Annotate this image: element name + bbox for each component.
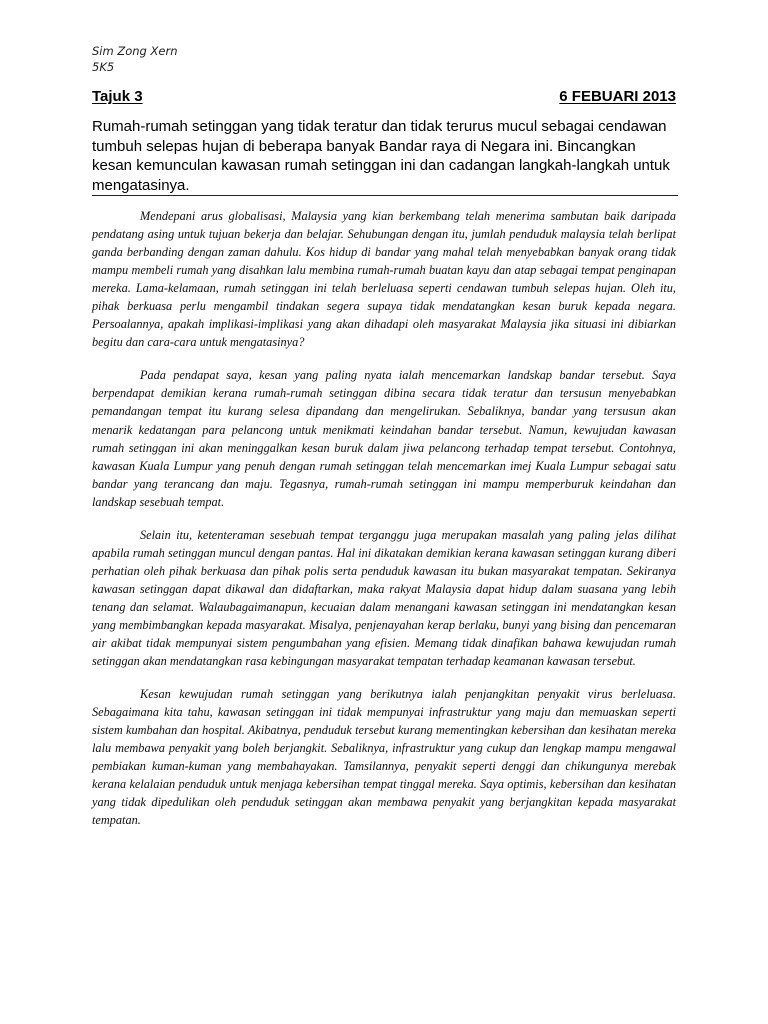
essay-date: 6 FEBUARI 2013 bbox=[559, 88, 676, 105]
author-name: Sim Zong Xern bbox=[92, 44, 178, 58]
essay-paragraph-1: Mendepani arus globalisasi, Malaysia yang kian berkembang telah menerima sambutan baik daripada pendatang asing untuk tujuan bekerja dan belajar. Sehubungan dengan itu, jumlah penduduk malaysia telah berlipat ganda berbanding dengan zaman dahulu. Kos hidup di bandar yang mahal telah menyebabkan banyak orang tidak mampu membeli rumah yang disahkan lalu membina rumah-rumah buatan kayu dan atap sebagai tempat penginapan mereka. Lama-kelamaan, rumah setinggan ini telah berleluasa seperti cendawan tumbuh selepas hujan. Oleh itu, pihak berkuasa perlu mengambil tindakan segera supaya tidak mendatangkan kesan buruk kepada negara. Persoalannya, apakah implikasi-implikasi yang akan dihadapi oleh masyarakat Malaysia jika situasi ini dibiarkan begitu dan cara-cara untuk mengatasinya? bbox=[92, 209, 676, 350]
essay-body bbox=[92, 207, 676, 845]
essay-paragraph-3: Selain itu, ketenteraman sesebuah tempat terganggu juga merupakan masalah yang paling jelas dilihat apabila rumah setinggan muncul dengan pantas. Hal ini dikatakan demikian kerana kawasan setinggan kurang diberi perhatian oleh pihak berkuasa dan pihak polis serta penduduk kawasan itu bukan masyarakat tempatan. Sekiranya kawasan setinggan dapat dikawal dan didaftarkan, maka rakyat Malaysia dapat hidup dalam suasana yang lebih tenang dan selamat. Walaubagaimanapun, kecuaian dalam menangani kawasan setinggan ini mendatangkan kesan yang membimbangkan kepada masyarakat. Misalya, penjenayahan kerap berlaku, bunyi yang bising dan pencemaran air akibat tidak mempunyai sistem pengumbahan yang efisien. Memang tidak dinafikan bahawa kewujudan rumah setinggan akan mendatangkan rasa kebingungan masyarakat tempatan terhadap keamanan kawasan tersebut. bbox=[92, 527, 676, 669]
essay-paragraph-2: Pada pendapat saya, kesan yang paling nyata ialah mencemarkan landskap bandar tersebut. Saya berpendapat demikian kerana rumah-rumah setinggan dibina secara tidak teratur dan tersusun menyebabkan pemandangan tempat itu kurang selesa dipandang dan mengelirukan. Sebaliknya, bandar yang tersusun akan menarik kedatangan para pelancong untuk menikmati keindahan bandar tersebut. Namun, kewujudan kawasan rumah setinggan ini akan meninggalkan kesan buruk dalam jiwa pelancong terhadap tempat tersebut. Contohnya, kawasan Kuala Lumpur yang penuh dengan rumah setinggan telah mencemarkan imej Kuala Lumpur sebagai satu bandar yang terancang dan maju. Tegasnya, rumah-rumah setinggan ini mampu memperburuk keindahan dan landskap sesebuah tempat. bbox=[92, 368, 676, 509]
author-class: 5K5 bbox=[92, 60, 115, 74]
essay-title: Tajuk 3 bbox=[92, 88, 143, 105]
essay-paragraph-4: Kesan kewujudan rumah setinggan yang berikutnya ialah penjangkitan penyakit virus berleluasa. Sebagaimana kita tahu, kawasan setinggan ini tidak mempunyai infrastruktur yang maju dan memuaskan seperti sistem kumbahan dan hospital. Akibatnya, penduduk tersebut kurang mementingkan kebersihan dan kesihatan mereka lalu membawa penyakit yang boleh berjangkit. Sebaliknya, infrastruktur yang cukup dan lengkap mampu mengawal pembiakan kuman-kuman yang membahayakan. Tamsilannya, penyakit seperti denggi dan chikungunya merebak kerana kelalaian penduduk untuk menjaga kebersihan tempat tinggal mereka. Saya optimis, kebersihan dan kesihatan yang tidak dipedulikan oleh penduduk setinggan akan membawa penyakit yang berjangkitan kepada masyarakat tempatan. bbox=[92, 687, 676, 828]
title-row bbox=[92, 88, 676, 106]
divider-line bbox=[92, 195, 678, 196]
essay-question: Rumah-rumah setinggan yang tidak teratur dan tidak terurus mucul sebagai cendawan tumbuh selepas hujan di beberapa banyak Bandar raya di Negara ini. Bincangkan kesan kemunculan kawasan rumah setinggan ini dan cadangan langkah-langkah untuk mengatasinya. bbox=[92, 118, 670, 194]
author-block bbox=[92, 43, 177, 75]
